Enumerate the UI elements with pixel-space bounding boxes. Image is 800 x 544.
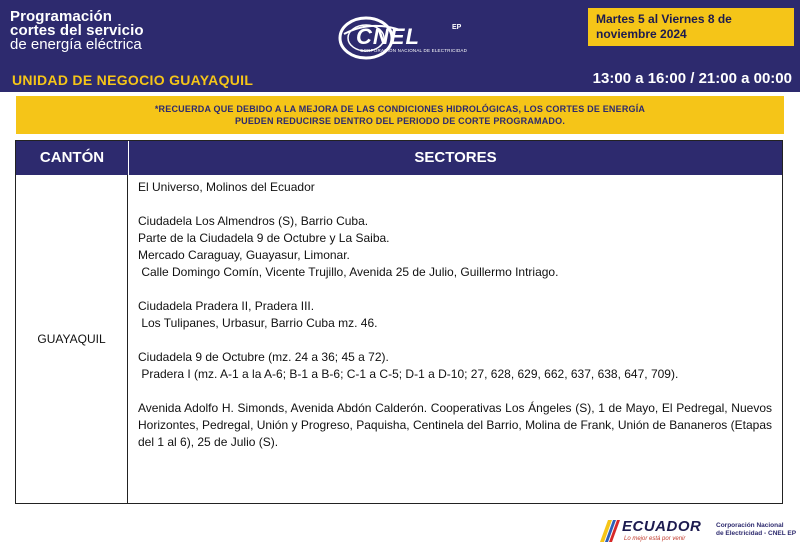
sector-line: Ciudadela Pradera II, Pradera III. xyxy=(138,299,315,313)
ecuador-slogan: Lo mejor está por venir xyxy=(624,536,686,542)
sector-gap xyxy=(138,332,772,349)
table-header xyxy=(16,141,782,175)
corp-line-1: Corporación Nacional xyxy=(716,522,784,529)
header-banner xyxy=(0,0,800,92)
time-slots: 13:00 a 16:00 / 21:00 a 00:00 xyxy=(592,70,792,87)
page-title xyxy=(10,10,144,52)
title-line-2: cortes del servicio xyxy=(10,22,144,39)
sector-line: Parte de la Ciudadela 9 de Octubre y La Saiba. xyxy=(138,231,390,245)
sectors-cell xyxy=(138,179,772,451)
ecuador-wordmark: ECUADOR xyxy=(622,518,702,535)
hydrology-notice xyxy=(16,96,784,134)
notice-line-2: PUEDEN REDUCIRSE DENTRO DEL PERIODO DE CORTE PROGRAMADO. xyxy=(234,116,566,126)
title-line-1: Programación xyxy=(10,8,113,25)
sector-line: Pradera I (mz. A-1 a la A-6; B-1 a B-6; C-1 a C-5; D-1 a D-10; 27, 628, 629, 662, 637, 638, 647, 709). xyxy=(138,367,679,381)
sector-line: Ciudadela 9 de Octubre (mz. 24 a 36; 45 a 72). xyxy=(138,350,389,364)
footer-logos xyxy=(598,516,798,544)
logo-subtitle: CORPORACIÓN NACIONAL DE ELECTRICIDAD xyxy=(360,48,468,53)
sector-line: Mercado Caraguay, Guayasur, Limonar. xyxy=(138,248,350,262)
corp-line-2: de Electricidad - CNEL EP xyxy=(716,530,797,537)
sector-line: El Universo, Molinos del Ecuador xyxy=(138,180,315,194)
date-range-badge: Martes 5 al Viernes 8 de noviembre 2024 xyxy=(588,8,794,46)
column-divider xyxy=(127,175,128,503)
sector-paragraph: Avenida Adolfo H. Simonds, Avenida Abdón Calderón. Cooperativas Los Ángeles (S), 1 de Mayo, El Pedregal, Nuevos Horizontes, Pedregal, Unión y Progreso, Paquisha, Centinela del Barrio, Molina de Frank, Unión de Bananeros (Etapas del 1 al 6), 25 de Julio (S). xyxy=(138,401,772,449)
sector-gap xyxy=(138,281,772,298)
sector-line: Calle Domingo Comín, Vicente Trujillo, Avenida 25 de Julio, Guillermo Intriago. xyxy=(138,265,559,279)
sector-gap xyxy=(138,383,772,400)
business-unit: UNIDAD DE NEGOCIO GUAYAQUIL xyxy=(12,72,254,88)
header-sectores: SECTORES xyxy=(128,141,782,175)
ecuador-flag-icon xyxy=(598,518,620,544)
logo-text: CNEL xyxy=(356,24,420,49)
corporation-name xyxy=(716,522,796,538)
logo-suffix: EP xyxy=(452,24,462,31)
sector-line: Ciudadela Los Almendros (S), Barrio Cuba. xyxy=(138,214,369,228)
schedule-table xyxy=(15,140,783,504)
notice-line-1: *RECUERDA QUE DEBIDO A LA MEJORA DE LAS CONDICIONES HIDROLÓGICAS, LOS CORTES DE ENERGÍA xyxy=(154,104,646,114)
title-line-3: de energía eléctrica xyxy=(10,36,142,53)
header-canton: CANTÓN xyxy=(39,149,105,166)
sector-gap xyxy=(138,196,772,213)
canton-cell: GUAYAQUIL xyxy=(37,332,106,346)
sector-line: Los Tulipanes, Urbasur, Barrio Cuba mz. 46. xyxy=(138,316,378,330)
